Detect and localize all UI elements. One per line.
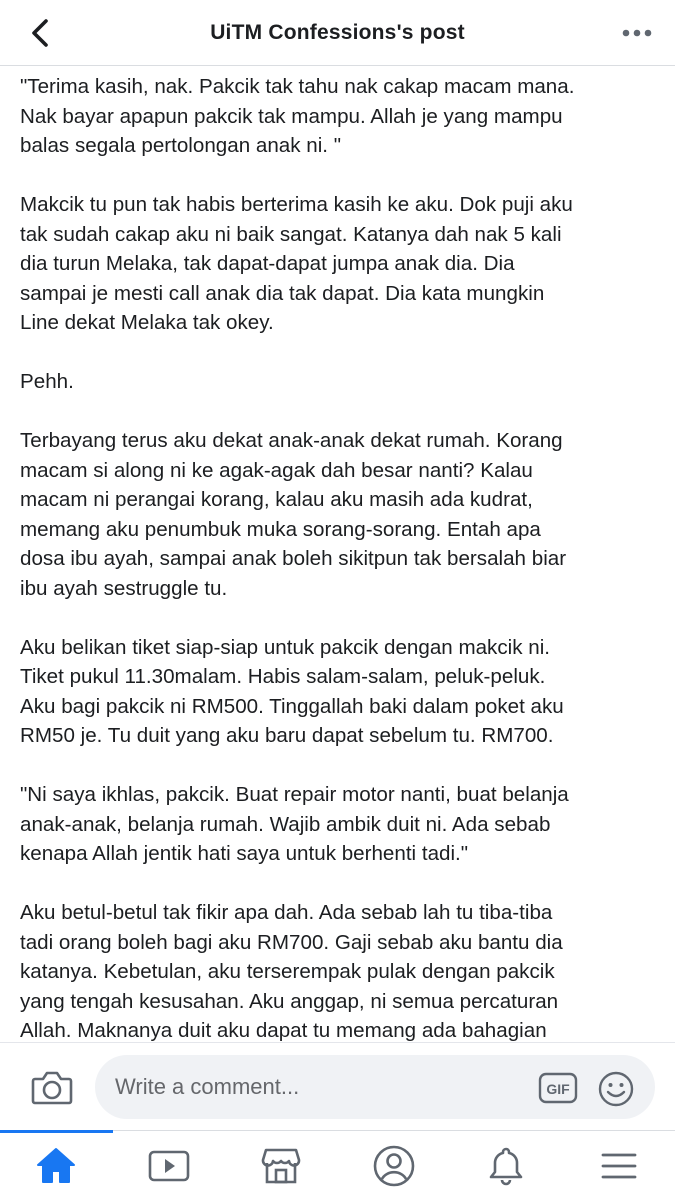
- video-play-icon: [147, 1148, 191, 1184]
- tab-notifications[interactable]: [450, 1131, 563, 1200]
- post-paragraph: Aku betul-betul tak fikir apa dah. Ada sebab lah tu tiba-tiba tadi orang boleh bagi aku RM700. Gaji sebab aku bantu dia katanya. Kebetulan, aku terserempak pulak dengan pakcik yang tengah kesusahan. Aku anggap, ni semua percaturan Allah. Maknanya duit aku dapat tu memang ada bahagian: [20, 901, 563, 1042]
- tab-menu[interactable]: [563, 1131, 675, 1200]
- post-paragraph: "Terima kasih, nak. Pakcik tak tahu nak cakap macam mana. Nak bayar apapun pakcik tak mampu. Allah je yang mampu balas segala pertolongan anak ni. ": [20, 75, 575, 157]
- post-paragraph: Makcik tu pun tak habis berterima kasih ke aku. Dok puji aku tak sudah cakap aku ni baik sangat. Katanya dah nak 5 kali dia turun Melaka, tak dapat-dapat jumpa anak dia. Dia sampai je mesti call anak dia tak dapat. Dia kata mungkin Line dekat Melaka tak okey.: [20, 193, 573, 334]
- more-dots-icon: [622, 28, 652, 38]
- post-header: [0, 0, 675, 66]
- comment-composer: [0, 1042, 675, 1130]
- camera-icon: [31, 1069, 73, 1105]
- hamburger-menu-icon: [600, 1150, 638, 1182]
- post-content: [0, 66, 675, 1042]
- home-icon: [35, 1146, 77, 1186]
- post-paragraph: "Ni saya ikhlas, pakcik. Buat repair motor nanti, buat belanja anak-anak, belanja rumah. Wajib ambik duit ni. Ada sebab kenapa Allah jentik hati saya untuk berhenti tadi.": [20, 783, 569, 865]
- back-button[interactable]: [22, 15, 58, 51]
- post-paragraph: Pehh.: [20, 370, 74, 393]
- gif-label: GIF: [546, 1081, 570, 1097]
- tab-watch[interactable]: [113, 1131, 226, 1200]
- gif-icon: [538, 1072, 578, 1104]
- post-paragraph: Aku belikan tiket siap-siap untuk pakcik dengan makcik ni. Tiket pukul 11.30malam. Habis salam-salam, peluk-peluk. Aku bagi pakcik ni RM500. Tinggallah baki dalam poket aku RM50 je. Tu duit yang aku baru dapat sebelum tu. RM700.: [20, 635, 564, 747]
- camera-button[interactable]: [28, 1065, 76, 1109]
- bottom-tab-bar: [0, 1130, 675, 1200]
- tab-home[interactable]: [0, 1131, 113, 1200]
- smiley-icon: [597, 1070, 635, 1108]
- emoji-button[interactable]: [596, 1069, 636, 1109]
- post-paragraph: Terbayang terus aku dekat anak-anak dekat rumah. Korang macam si along ni ke agak-agak dah besar nanti? Kalau macam ni perangai korang, kalau aku masih ada kudrat, memang aku penumbuk muka sorang-sorang. Entah apa dosa ibu ayah, sampai anak boleh sikitpun tak bersalah biar ibu ayah sestruggle tu.: [20, 429, 567, 600]
- profile-icon: [372, 1144, 416, 1188]
- store-icon: [260, 1146, 302, 1186]
- more-options-button[interactable]: [619, 18, 655, 48]
- tab-marketplace[interactable]: [225, 1131, 338, 1200]
- tab-profile[interactable]: [338, 1131, 451, 1200]
- gif-button[interactable]: [538, 1071, 578, 1105]
- bell-icon: [486, 1145, 526, 1187]
- page-title: UiTM Confessions's post: [210, 20, 465, 44]
- chevron-left-icon: [29, 18, 51, 48]
